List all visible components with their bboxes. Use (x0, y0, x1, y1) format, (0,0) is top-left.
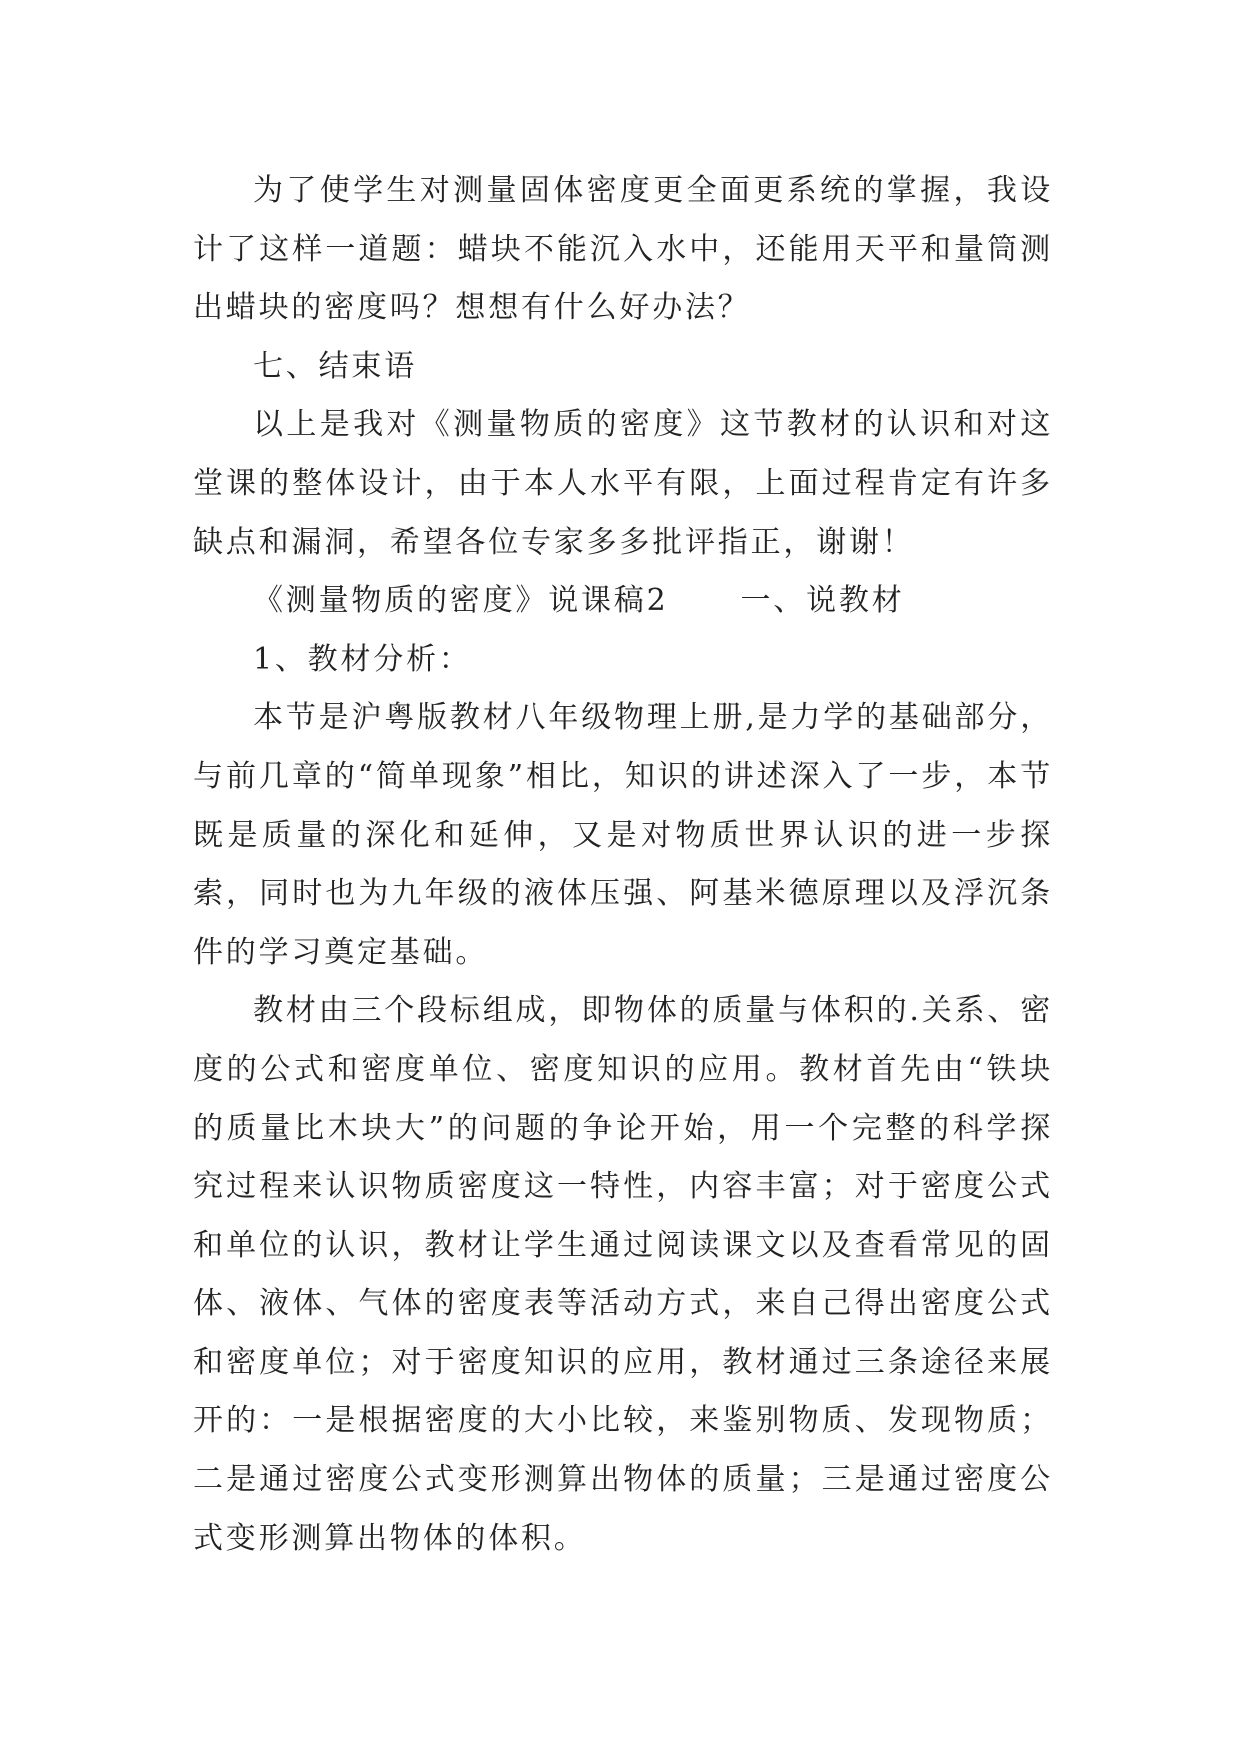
document-page (193, 162, 1053, 1568)
section-heading-textbook: 一、说教材 (740, 583, 905, 619)
paragraph-intro: 为了使学生对测量固体密度更全面更系统的掌握，我设计了这样一道题：蜡块不能沉入水中，还能用天平和量筒测出蜡块的密度吗？想想有什么好办法？ (193, 173, 1053, 326)
subheading-analysis: 1、教材分析： (253, 641, 472, 677)
paragraph-conclusion: 以上是我对《测量物质的密度》这节教材的认识和对这堂课的整体设计，由于本人水平有限，上面过程肯定有许多缺点和漏洞，希望各位专家多多批评指正，谢谢！ (193, 407, 1053, 560)
document-title: 《测量物质的密度》说课稿2 (253, 583, 669, 619)
section-heading-conclusion: 七、结束语 (253, 348, 417, 384)
paragraph-analysis-2: 教材由三个段标组成，即物体的质量与体积的.关系、密度的公式和密度单位、密度知识的应用。教材首先由“铁块的质量比木块大”的问题的争论开始，用一个完整的科学探究过程来认识物质密度这一特性，内容丰富；对于密度公式和单位的认识，教材让学生通过阅读课文以及查看常见的固体、液体、气体的密度表等活动方式，来自己得出密度公式和密度单位；对于密度知识的应用，教材通过三条途径来展开的：一是根据密度的大小比较，来鉴别物质、发现物质；二是通过密度公式变形测算出物体的质量；三是通过密度公式变形测算出物体的体积。 (193, 993, 1053, 1556)
document-title-line (193, 572, 1053, 631)
paragraph-analysis-1: 本节是沪粤版教材八年级物理上册,是力学的基础部分，与前几章的“简单现象”相比，知识的讲述深入了一步，本节既是质量的深化和延伸，又是对物质世界认识的进一步探索，同时也为九年级的液体压强、阿基米德原理以及浮沉条件的学习奠定基础。 (193, 700, 1053, 970)
